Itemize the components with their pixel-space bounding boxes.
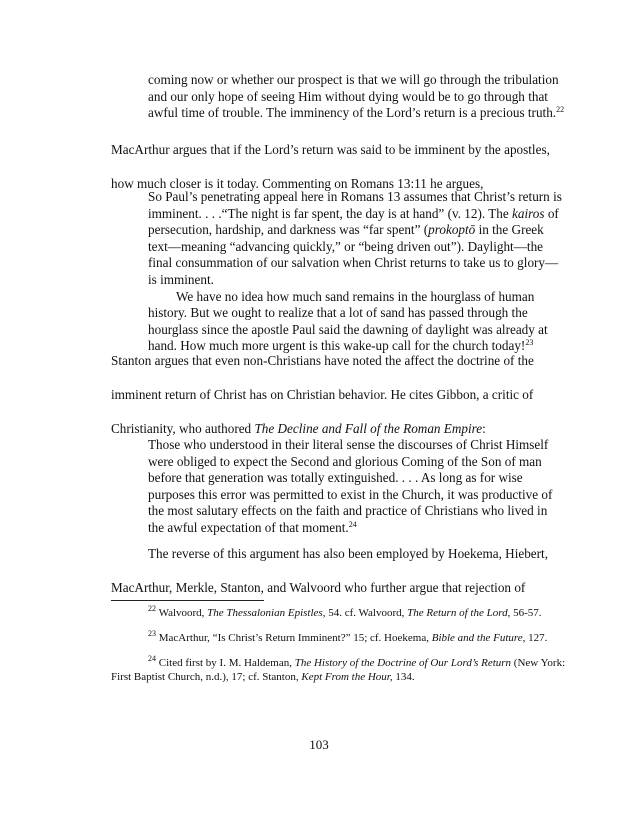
quote-text: We have no idea how much sand remains in the hourglass of human history. But we ought to realize that a lot of sand has passed through the hourglass since the apostle Paul said the dawning of daylight was already at hand. How much more urgent is this wake-up call for the church today!: [148, 288, 548, 354]
footnote-title: The History of the Doctrine of Our Lord’s Return: [294, 657, 512, 669]
footnote-title: Bible and the Future: [431, 632, 523, 644]
footnote-title: The Return of the Lord: [407, 607, 508, 619]
quote-text: of persecution, hardship, and darkness was “far spent” (: [148, 205, 559, 238]
quote-text: So Paul’s penetrating appeal here in Romans 13 assumes that Christ’s return is imminent. . . .“The night is far spent, the day is at hand” (v. 12). The: [148, 189, 562, 221]
book-title: The Decline and Fall of the Roman Empire: [254, 421, 483, 436]
footnote-text: MacArthur, “Is Christ’s Return Imminent?” 15; cf. Hoekema,: [158, 632, 432, 644]
body-paragraph-3: [111, 537, 566, 605]
footnote-text: , 127.: [522, 632, 548, 644]
block-quote-3: [148, 437, 566, 537]
footnote-23: [111, 631, 571, 645]
block-quote-1: [148, 72, 566, 122]
footnote-text: , 56-57.: [507, 607, 542, 619]
quote-italic-term: kairos: [512, 205, 545, 221]
footnote-number: 23: [148, 629, 156, 638]
quote-italic-term: prokoptō: [428, 222, 476, 238]
footnote-divider: [111, 600, 264, 601]
footnote-title: Kept From the Hour,: [301, 671, 393, 683]
paragraph-text: :: [482, 421, 486, 436]
footnote-text: Walvoord,: [158, 607, 208, 619]
footnote-ref-22: 22: [556, 105, 565, 115]
footnote-24: [111, 656, 571, 684]
footnote-text: 134.: [392, 671, 415, 683]
body-paragraph-2: [111, 344, 566, 446]
page-number: 103: [309, 737, 329, 752]
footnote-ref-24: 24: [348, 519, 357, 529]
footnote-22: [111, 606, 571, 620]
footnote-number: 24: [148, 654, 156, 663]
footnote-text: Cited first by I. M. Haldeman,: [158, 657, 295, 669]
footnote-text: (New York: First Baptist Church, n.d.), 17; cf. Stanton,: [111, 657, 566, 683]
quote-text: Those who understood in their literal sense the discourses of Christ Himself were obliged to expect the Second and glorious Coming of the Son of man before that generation was totally extinguished. . . . As long as for wise purposes this error was permitted to exist in the Church, it was productive of the most salutary effects on the faith and practice of Christians who lived in the awful expectation of that moment.: [148, 437, 553, 535]
paragraph-text: Stanton argues that even non-Christians have noted the affect the doctrine of the imminent return of Christ has on Christian behavior. He cites Gibbon, a critic of Christianity, who authored: [111, 353, 534, 436]
quote-text: in the Greek text—meaning “advancing quickly,” or “being driven out”). Daylight—the final consummation of our salvation when Christ returns to take us to glory—is imminent.: [148, 222, 559, 287]
footnote-number: 22: [148, 604, 156, 613]
footnote-text: , 54. cf. Walvoord,: [322, 607, 408, 619]
paragraph-text: The reverse of this argument has also been employed by Hoekema, Hiebert, MacArthur, Merkle, Stanton, and Walvoord who further argue that rejection of: [111, 546, 549, 595]
quote-text: coming now or whether our prospect is that we will go through the tribulation and our only hope of seeing Him without dying would be to go through that awful time of trouble. The imminency of the Lord’s return is a precious truth.: [148, 72, 559, 121]
paragraph-text: MacArthur argues that if the Lord’s return was said to be imminent by the apostles, how much closer is it today. Commenting on Romans 13:11 he argues,: [111, 142, 550, 191]
footnote-ref-23: 23: [525, 338, 534, 348]
footnote-title: The Thessalonian Epistles: [207, 607, 323, 619]
block-quote-2: [148, 189, 566, 355]
